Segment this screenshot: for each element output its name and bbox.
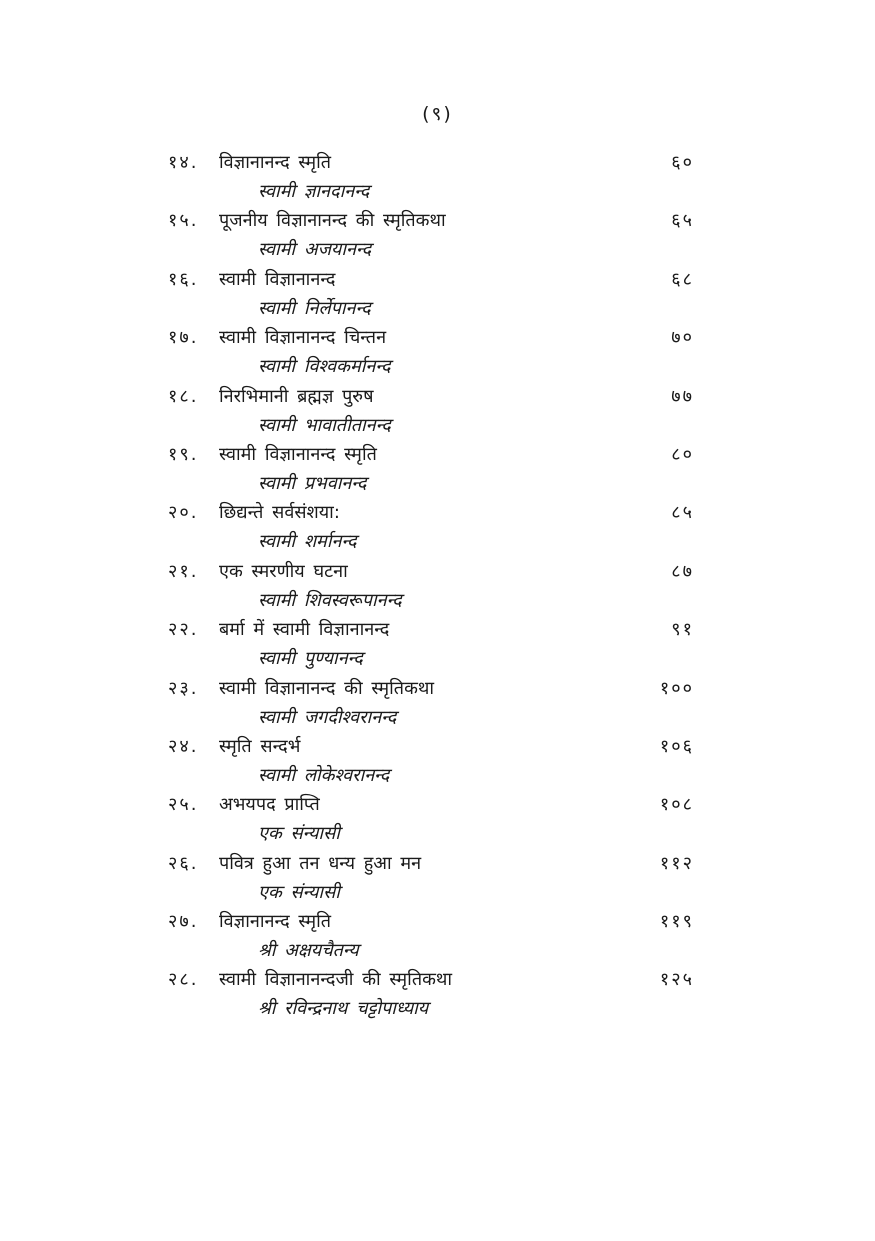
entry-title: पवित्र हुआ तन धन्य हुआ मन	[219, 852, 422, 874]
toc-entry	[0, 498, 875, 556]
entry-page: ८०	[671, 443, 694, 465]
entry-page: ११९	[659, 911, 694, 933]
entry-number: २६.	[168, 852, 199, 874]
entry-author: स्वामी अजयानन्द	[258, 239, 372, 261]
entry-number: २२.	[168, 619, 199, 641]
toc-entry	[0, 382, 875, 440]
entry-title: अभयपद प्राप्ति	[219, 794, 320, 816]
toc-entry	[0, 148, 875, 206]
entry-page: ९१	[671, 619, 694, 641]
entry-number: १४.	[168, 152, 199, 173]
entry-title: विज्ञानानन्द स्मृति	[219, 152, 332, 173]
toc-entry	[0, 732, 875, 790]
entry-title: बर्मा में स्वामी विज्ञानानन्द	[219, 619, 390, 641]
entry-title: एक स्मरणीय घटना	[219, 560, 348, 582]
entry-number: २१.	[168, 560, 199, 582]
toc-entry	[0, 557, 875, 615]
entry-page: ७०	[671, 327, 694, 349]
entry-page: १२५	[659, 969, 694, 991]
entry-number: १८.	[168, 385, 199, 407]
page-number: (९)	[422, 103, 453, 125]
entry-author: श्री अक्षयचैतन्य	[258, 940, 359, 962]
entry-author: स्वामी प्रभवानन्द	[258, 472, 367, 494]
entry-author: स्वामी विश्वकर्मानन्द	[258, 356, 391, 378]
entry-page: ६५	[671, 210, 694, 232]
toc-entry	[0, 206, 875, 264]
entry-title: स्वामी विज्ञानानन्द	[219, 268, 336, 290]
entry-title: विज्ञानानन्द स्मृति	[219, 911, 332, 933]
entry-page: १०६	[659, 735, 694, 757]
entry-page: ७७	[671, 385, 694, 407]
entry-title: स्वामी विज्ञानानन्दजी की स्मृतिकथा	[219, 969, 453, 991]
entry-number: १६.	[168, 268, 199, 290]
entry-title: स्वामी विज्ञानानन्द स्मृति	[219, 443, 377, 465]
entry-page: ६०	[671, 152, 694, 173]
entry-author: स्वामी लोकेश्वरानन्द	[258, 764, 390, 786]
entry-number: १७.	[168, 327, 199, 349]
entry-number: २८.	[168, 969, 199, 991]
entry-author: स्वामी भावातीतानन्द	[258, 414, 391, 436]
entry-page: ११२	[659, 852, 694, 874]
entry-number: २५.	[168, 794, 199, 816]
entry-author: स्वामी निर्लेपानन्द	[258, 297, 371, 319]
entry-number: २४.	[168, 735, 199, 757]
entry-author: स्वामी शिवस्वरूपानन्द	[258, 589, 402, 611]
entry-page: ६८	[671, 268, 694, 290]
entry-page: १०८	[659, 794, 694, 816]
entry-number: १५.	[168, 210, 199, 232]
entry-number: २३.	[168, 677, 199, 699]
entry-page: ८७	[671, 560, 694, 582]
toc-entry	[0, 323, 875, 381]
toc-entry	[0, 790, 875, 848]
toc-entry	[0, 849, 875, 907]
entry-author: स्वामी जगदीश्वरानन्द	[258, 706, 397, 728]
table-of-contents	[0, 148, 875, 1024]
entry-title: पूजनीय विज्ञानानन्द की स्मृतिकथा	[219, 210, 446, 232]
entry-author: स्वामी पुण्यानन्द	[258, 648, 363, 670]
entry-author: स्वामी शर्मानन्द	[258, 531, 357, 553]
entry-author: एक संन्यासी	[258, 881, 340, 903]
toc-entry	[0, 965, 875, 1023]
entry-title: स्मृति सन्दर्भ	[219, 735, 301, 757]
entry-page: ८५	[671, 502, 694, 524]
entry-title: निरभिमानी ब्रह्मज्ञ पुरुष	[219, 385, 374, 407]
toc-entry	[0, 440, 875, 498]
entry-author: श्री रविन्द्रनाथ चट्टोपाध्याय	[258, 998, 429, 1020]
entry-author: स्वामी ज्ञानदानन्द	[258, 181, 370, 202]
entry-number: २७.	[168, 911, 199, 933]
entry-title: छिद्यन्ते सर्वसंशया:	[219, 502, 340, 524]
toc-entry	[0, 674, 875, 732]
entry-number: १९.	[168, 443, 199, 465]
entry-title: स्वामी विज्ञानानन्द की स्मृतिकथा	[219, 677, 435, 699]
entry-author: एक संन्यासी	[258, 823, 340, 845]
toc-entry	[0, 907, 875, 965]
entry-title: स्वामी विज्ञानानन्द चिन्तन	[219, 327, 387, 349]
toc-entry	[0, 265, 875, 323]
entry-page: १००	[659, 677, 694, 699]
toc-entry	[0, 615, 875, 673]
entry-number: २०.	[168, 502, 199, 524]
